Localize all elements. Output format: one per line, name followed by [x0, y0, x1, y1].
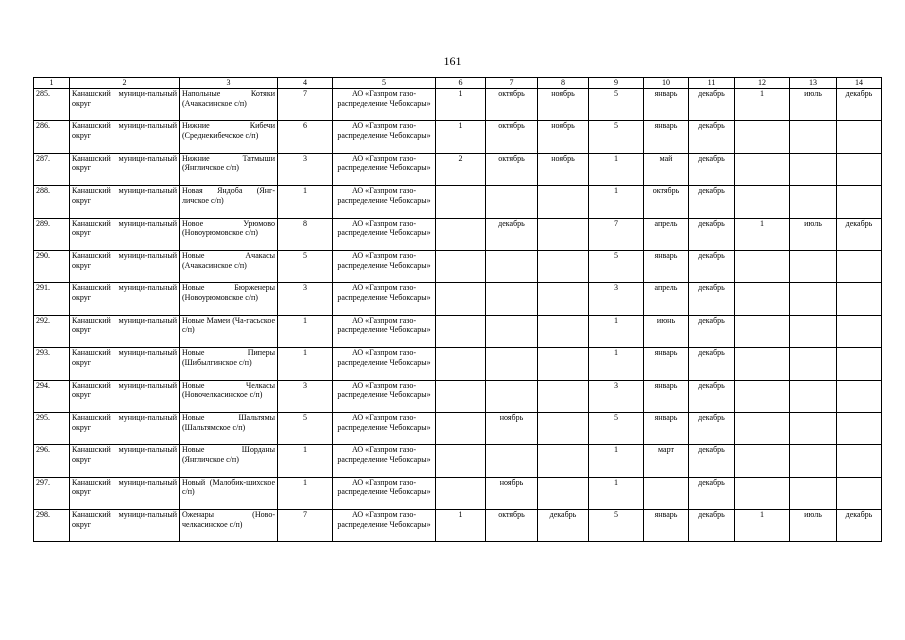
cell-col-8: ноябрь	[538, 153, 589, 185]
cell-col-13	[790, 283, 837, 315]
cell-col-11: декабрь	[689, 315, 735, 347]
cell-col-12	[735, 412, 790, 444]
cell-col-9: 5	[589, 412, 644, 444]
cell-col-7: октябрь	[486, 510, 538, 542]
cell-col-7: октябрь	[486, 121, 538, 153]
cell-col-6	[436, 218, 486, 250]
cell-col-13	[790, 153, 837, 185]
cell-col-6: 2	[436, 153, 486, 185]
cell-col-14	[837, 412, 882, 444]
cell-col-2: Канашский муници-пальный округ	[70, 510, 180, 542]
cell-col-14: декабрь	[837, 218, 882, 250]
cell-col-3: Нижние Татмыши (Янгличское с/п)	[180, 153, 278, 185]
table-row	[34, 89, 882, 121]
column-header-3: 3	[180, 78, 278, 89]
cell-col-5: АО «Газпром газо-распределение Чебоксары»	[333, 186, 436, 218]
cell-col-8	[538, 477, 589, 509]
cell-col-11: декабрь	[689, 348, 735, 380]
cell-col-13: июль	[790, 510, 837, 542]
cell-col-6	[436, 283, 486, 315]
cell-col-11: декабрь	[689, 186, 735, 218]
cell-col-1: 289.	[34, 218, 70, 250]
cell-col-1: 288.	[34, 186, 70, 218]
cell-col-11: декабрь	[689, 121, 735, 153]
cell-col-7	[486, 250, 538, 282]
cell-col-6	[436, 412, 486, 444]
cell-col-8: ноябрь	[538, 89, 589, 121]
cell-col-3: Новые Бюрженеры (Новоурюмовское с/п)	[180, 283, 278, 315]
cell-col-14	[837, 121, 882, 153]
cell-col-10: январь	[644, 510, 689, 542]
cell-col-9: 3	[589, 283, 644, 315]
table-header	[34, 78, 882, 89]
cell-col-14	[837, 380, 882, 412]
cell-col-13	[790, 348, 837, 380]
cell-col-9: 1	[589, 315, 644, 347]
table-row	[34, 250, 882, 282]
cell-col-5: АО «Газпром газо-распределение Чебоксары»	[333, 218, 436, 250]
cell-col-6: 1	[436, 510, 486, 542]
cell-col-2: Канашский муници-пальный округ	[70, 445, 180, 477]
cell-col-6	[436, 477, 486, 509]
cell-col-14	[837, 445, 882, 477]
cell-col-12: 1	[735, 510, 790, 542]
cell-col-14: декабрь	[837, 89, 882, 121]
cell-col-9: 1	[589, 477, 644, 509]
cell-col-4: 1	[278, 477, 333, 509]
cell-col-12	[735, 477, 790, 509]
cell-col-9: 7	[589, 218, 644, 250]
cell-col-12: 1	[735, 218, 790, 250]
cell-col-11: декабрь	[689, 218, 735, 250]
cell-col-2: Канашский муници-пальный округ	[70, 121, 180, 153]
cell-col-3: Напольные Котяки (Ачакасинское с/п)	[180, 89, 278, 121]
table-row	[34, 315, 882, 347]
cell-col-3: Новая Яндоба (Янг-личское с/п)	[180, 186, 278, 218]
cell-col-2: Канашский муници-пальный округ	[70, 89, 180, 121]
cell-col-7: октябрь	[486, 153, 538, 185]
column-header-4: 4	[278, 78, 333, 89]
cell-col-4: 3	[278, 380, 333, 412]
cell-col-10: апрель	[644, 283, 689, 315]
cell-col-12	[735, 283, 790, 315]
cell-col-1: 287.	[34, 153, 70, 185]
cell-col-4: 7	[278, 89, 333, 121]
cell-col-7: октябрь	[486, 89, 538, 121]
cell-col-7: ноябрь	[486, 477, 538, 509]
cell-col-9: 5	[589, 510, 644, 542]
header-row	[34, 78, 882, 89]
cell-col-10: январь	[644, 121, 689, 153]
cell-col-1: 297.	[34, 477, 70, 509]
cell-col-6	[436, 380, 486, 412]
cell-col-11: декабрь	[689, 283, 735, 315]
cell-col-9: 1	[589, 445, 644, 477]
cell-col-2: Канашский муници-пальный округ	[70, 412, 180, 444]
cell-col-13	[790, 250, 837, 282]
cell-col-10: январь	[644, 380, 689, 412]
cell-col-4: 5	[278, 412, 333, 444]
cell-col-4: 7	[278, 510, 333, 542]
cell-col-14	[837, 315, 882, 347]
cell-col-8	[538, 250, 589, 282]
cell-col-7	[486, 283, 538, 315]
cell-col-7	[486, 315, 538, 347]
cell-col-1: 293.	[34, 348, 70, 380]
cell-col-1: 292.	[34, 315, 70, 347]
cell-col-10: январь	[644, 348, 689, 380]
cell-col-10: апрель	[644, 218, 689, 250]
table-row	[34, 380, 882, 412]
column-header-14: 14	[837, 78, 882, 89]
table-row	[34, 283, 882, 315]
cell-col-1: 296.	[34, 445, 70, 477]
table-row	[34, 153, 882, 185]
table-row	[34, 218, 882, 250]
cell-col-3: Новые Шальтямы (Шальтямское с/п)	[180, 412, 278, 444]
column-header-13: 13	[790, 78, 837, 89]
cell-col-13: июль	[790, 218, 837, 250]
cell-col-9: 5	[589, 121, 644, 153]
cell-col-8	[538, 186, 589, 218]
cell-col-3: Новое Урюмово (Новоурюмовское с/п)	[180, 218, 278, 250]
cell-col-9: 1	[589, 186, 644, 218]
cell-col-2: Канашский муници-пальный округ	[70, 380, 180, 412]
cell-col-12	[735, 348, 790, 380]
cell-col-12	[735, 121, 790, 153]
cell-col-4: 3	[278, 153, 333, 185]
cell-col-6	[436, 186, 486, 218]
cell-col-14	[837, 153, 882, 185]
cell-col-4: 6	[278, 121, 333, 153]
cell-col-5: АО «Газпром газо-распределение Чебоксары»	[333, 412, 436, 444]
cell-col-13	[790, 477, 837, 509]
cell-col-3: Новые Ачакасы (Ачакасинское с/п)	[180, 250, 278, 282]
gasification-schedule-table	[33, 77, 882, 542]
cell-col-9: 5	[589, 250, 644, 282]
table-row	[34, 445, 882, 477]
cell-col-14	[837, 348, 882, 380]
cell-col-10: январь	[644, 412, 689, 444]
cell-col-10: май	[644, 153, 689, 185]
cell-col-3: Новые Мамеи (Ча-гасьское с/п)	[180, 315, 278, 347]
cell-col-5: АО «Газпром газо-распределение Чебоксары»	[333, 445, 436, 477]
cell-col-6: 1	[436, 121, 486, 153]
cell-col-11: декабрь	[689, 380, 735, 412]
cell-col-5: АО «Газпром газо-распределение Чебоксары»	[333, 380, 436, 412]
cell-col-4: 1	[278, 315, 333, 347]
cell-col-7: декабрь	[486, 218, 538, 250]
cell-col-11: декабрь	[689, 89, 735, 121]
cell-col-6	[436, 445, 486, 477]
cell-col-3: Новые Челкасы (Новочелкасинское с/п)	[180, 380, 278, 412]
cell-col-5: АО «Газпром газо-распределение Чебоксары»	[333, 510, 436, 542]
table-row	[34, 412, 882, 444]
cell-col-9: 1	[589, 153, 644, 185]
cell-col-7	[486, 380, 538, 412]
cell-col-2: Канашский муници-пальный округ	[70, 153, 180, 185]
cell-col-12	[735, 315, 790, 347]
cell-col-2: Канашский муници-пальный округ	[70, 315, 180, 347]
cell-col-8	[538, 218, 589, 250]
table-row	[34, 186, 882, 218]
cell-col-7: ноябрь	[486, 412, 538, 444]
cell-col-2: Канашский муници-пальный округ	[70, 477, 180, 509]
cell-col-7	[486, 348, 538, 380]
cell-col-11: декабрь	[689, 153, 735, 185]
column-header-10: 10	[644, 78, 689, 89]
cell-col-1: 295.	[34, 412, 70, 444]
cell-col-8	[538, 380, 589, 412]
cell-col-4: 1	[278, 445, 333, 477]
table-row	[34, 348, 882, 380]
cell-col-3: Новый (Малобик-шихское с/п)	[180, 477, 278, 509]
cell-col-4: 1	[278, 186, 333, 218]
cell-col-5: АО «Газпром газо-распределение Чебоксары»	[333, 283, 436, 315]
cell-col-8	[538, 315, 589, 347]
cell-col-6	[436, 250, 486, 282]
cell-col-4: 5	[278, 250, 333, 282]
cell-col-1: 291.	[34, 283, 70, 315]
cell-col-11: декабрь	[689, 412, 735, 444]
cell-col-1: 285.	[34, 89, 70, 121]
cell-col-11: декабрь	[689, 445, 735, 477]
column-header-6: 6	[436, 78, 486, 89]
cell-col-11: декабрь	[689, 510, 735, 542]
cell-col-14: декабрь	[837, 510, 882, 542]
cell-col-6	[436, 315, 486, 347]
cell-col-2: Канашский муници-пальный округ	[70, 218, 180, 250]
cell-col-5: АО «Газпром газо-распределение Чебоксары»	[333, 477, 436, 509]
cell-col-13	[790, 315, 837, 347]
cell-col-1: 286.	[34, 121, 70, 153]
cell-col-12	[735, 380, 790, 412]
cell-col-2: Канашский муници-пальный округ	[70, 283, 180, 315]
cell-col-5: АО «Газпром газо-распределение Чебоксары»	[333, 153, 436, 185]
cell-col-14	[837, 186, 882, 218]
cell-col-5: АО «Газпром газо-распределение Чебоксары»	[333, 315, 436, 347]
cell-col-3: Новые Пиперы (Шибылгинское с/п)	[180, 348, 278, 380]
cell-col-14	[837, 283, 882, 315]
cell-col-13	[790, 412, 837, 444]
table-row	[34, 121, 882, 153]
table-row	[34, 477, 882, 509]
cell-col-10: июнь	[644, 315, 689, 347]
cell-col-13	[790, 380, 837, 412]
cell-col-12	[735, 153, 790, 185]
cell-col-3: Оженары (Ново-челкасинское с/п)	[180, 510, 278, 542]
cell-col-7	[486, 186, 538, 218]
cell-col-2: Канашский муници-пальный округ	[70, 186, 180, 218]
column-header-2: 2	[70, 78, 180, 89]
cell-col-8: ноябрь	[538, 121, 589, 153]
cell-col-3: Новые Шорданы (Янгличское с/п)	[180, 445, 278, 477]
cell-col-10: октябрь	[644, 186, 689, 218]
cell-col-12	[735, 186, 790, 218]
cell-col-6: 1	[436, 89, 486, 121]
cell-col-8	[538, 283, 589, 315]
cell-col-13	[790, 121, 837, 153]
cell-col-1: 294.	[34, 380, 70, 412]
cell-col-2: Канашский муници-пальный округ	[70, 348, 180, 380]
column-header-12: 12	[735, 78, 790, 89]
cell-col-7	[486, 445, 538, 477]
cell-col-1: 298.	[34, 510, 70, 542]
cell-col-4: 3	[278, 283, 333, 315]
column-header-7: 7	[486, 78, 538, 89]
cell-col-9: 5	[589, 89, 644, 121]
cell-col-8: декабрь	[538, 510, 589, 542]
cell-col-10: январь	[644, 89, 689, 121]
cell-col-13	[790, 186, 837, 218]
cell-col-13: июль	[790, 89, 837, 121]
cell-col-11: декабрь	[689, 477, 735, 509]
cell-col-12	[735, 445, 790, 477]
cell-col-9: 3	[589, 380, 644, 412]
cell-col-10	[644, 477, 689, 509]
cell-col-12: 1	[735, 89, 790, 121]
column-header-5: 5	[333, 78, 436, 89]
cell-col-5: АО «Газпром газо-распределение Чебоксары»	[333, 348, 436, 380]
column-header-9: 9	[589, 78, 644, 89]
cell-col-4: 1	[278, 348, 333, 380]
cell-col-5: АО «Газпром газо-распределение Чебоксары»	[333, 250, 436, 282]
cell-col-2: Канашский муници-пальный округ	[70, 250, 180, 282]
table-row	[34, 510, 882, 542]
cell-col-5: АО «Газпром газо-распределение Чебоксары»	[333, 121, 436, 153]
cell-col-10: март	[644, 445, 689, 477]
column-header-1: 1	[34, 78, 70, 89]
cell-col-11: декабрь	[689, 250, 735, 282]
column-header-11: 11	[689, 78, 735, 89]
cell-col-14	[837, 477, 882, 509]
table-body	[34, 89, 882, 542]
cell-col-13	[790, 445, 837, 477]
cell-col-10: январь	[644, 250, 689, 282]
cell-col-4: 8	[278, 218, 333, 250]
cell-col-1: 290.	[34, 250, 70, 282]
cell-col-8	[538, 348, 589, 380]
cell-col-14	[837, 250, 882, 282]
cell-col-12	[735, 250, 790, 282]
column-header-8: 8	[538, 78, 589, 89]
cell-col-6	[436, 348, 486, 380]
cell-col-5: АО «Газпром газо-распределение Чебоксары»	[333, 89, 436, 121]
cell-col-8	[538, 445, 589, 477]
page-number: 161	[443, 54, 462, 68]
cell-col-3: Нижние Кибечи (Среднекибечское с/п)	[180, 121, 278, 153]
cell-col-9: 1	[589, 348, 644, 380]
cell-col-8	[538, 412, 589, 444]
